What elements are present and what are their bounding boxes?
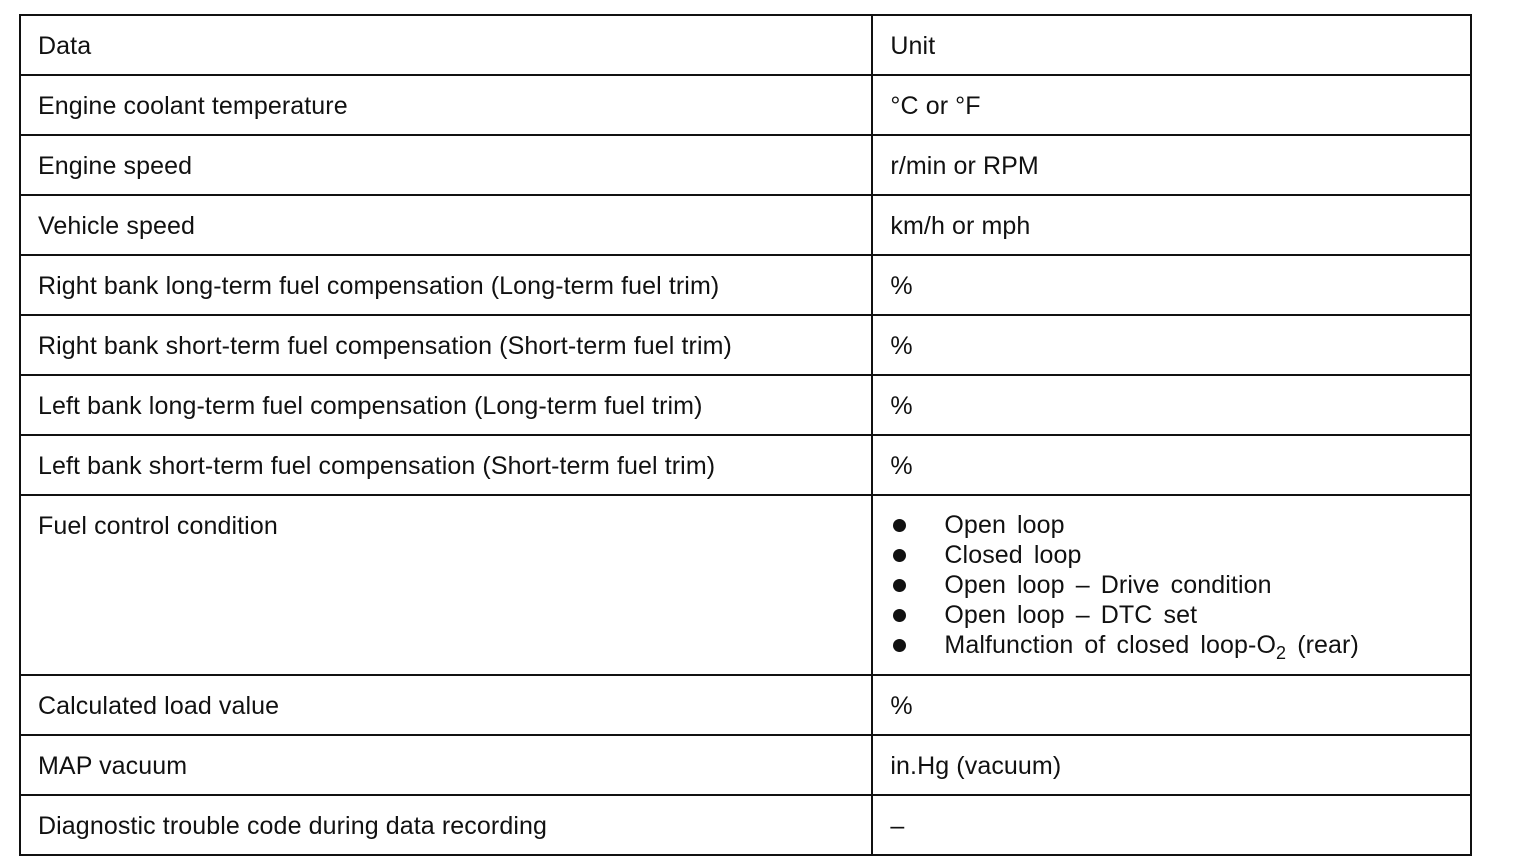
unit-cell: % — [872, 315, 1471, 375]
table-row — [20, 795, 1471, 855]
table-row — [20, 75, 1471, 135]
table-row — [20, 435, 1471, 495]
data-unit-table — [19, 14, 1472, 856]
table-row — [20, 735, 1471, 795]
list-item — [890, 570, 1454, 600]
bullet-icon — [893, 549, 906, 562]
option-suffix: (rear) — [1286, 631, 1359, 659]
unit-cell: r/min or RPM — [872, 135, 1471, 195]
option-text: Malfunction of closed loop-O — [944, 631, 1277, 659]
data-cell: Left bank long-term fuel compensation (Long-term fuel trim) — [20, 375, 872, 435]
data-cell: Fuel control condition — [20, 495, 872, 675]
option-text: Open loop – Drive condition — [944, 571, 1272, 599]
data-cell: Diagnostic trouble code during data recording — [20, 795, 872, 855]
table-row-fuel-control — [20, 495, 1471, 675]
unit-cell: % — [872, 375, 1471, 435]
list-item — [890, 600, 1454, 630]
unit-cell: % — [872, 675, 1471, 735]
table-row — [20, 255, 1471, 315]
unit-cell: % — [872, 255, 1471, 315]
option-text: Open loop – DTC set — [944, 601, 1198, 629]
list-item — [890, 630, 1454, 663]
unit-cell-options — [872, 495, 1471, 675]
bullet-icon — [893, 609, 906, 622]
option-text: Closed loop — [944, 541, 1082, 569]
data-cell: MAP vacuum — [20, 735, 872, 795]
unit-cell: km/h or mph — [872, 195, 1471, 255]
data-cell: Right bank short-term fuel compensation (Short-term fuel trim) — [20, 315, 872, 375]
data-cell: Right bank long-term fuel compensation (Long-term fuel trim) — [20, 255, 872, 315]
option-text: Open loop — [944, 511, 1065, 539]
table-row — [20, 315, 1471, 375]
list-item — [890, 510, 1454, 540]
table-row — [20, 135, 1471, 195]
header-data: Data — [20, 15, 872, 75]
fuel-condition-list — [890, 510, 1454, 663]
table-row — [20, 375, 1471, 435]
unit-cell: °C or °F — [872, 75, 1471, 135]
data-cell: Calculated load value — [20, 675, 872, 735]
data-cell: Engine speed — [20, 135, 872, 195]
bullet-icon — [893, 519, 906, 532]
bullet-icon — [893, 579, 906, 592]
data-cell: Left bank short-term fuel compensation (Short-term fuel trim) — [20, 435, 872, 495]
table-row — [20, 675, 1471, 735]
unit-cell: in.Hg (vacuum) — [872, 735, 1471, 795]
list-item — [890, 540, 1454, 570]
header-row — [20, 15, 1471, 75]
bullet-icon — [893, 639, 906, 652]
header-unit: Unit — [872, 15, 1471, 75]
unit-cell: % — [872, 435, 1471, 495]
data-cell: Engine coolant temperature — [20, 75, 872, 135]
table-row — [20, 195, 1471, 255]
data-cell: Vehicle speed — [20, 195, 872, 255]
unit-cell: – — [872, 795, 1471, 855]
subscript: 2 — [1276, 643, 1287, 663]
